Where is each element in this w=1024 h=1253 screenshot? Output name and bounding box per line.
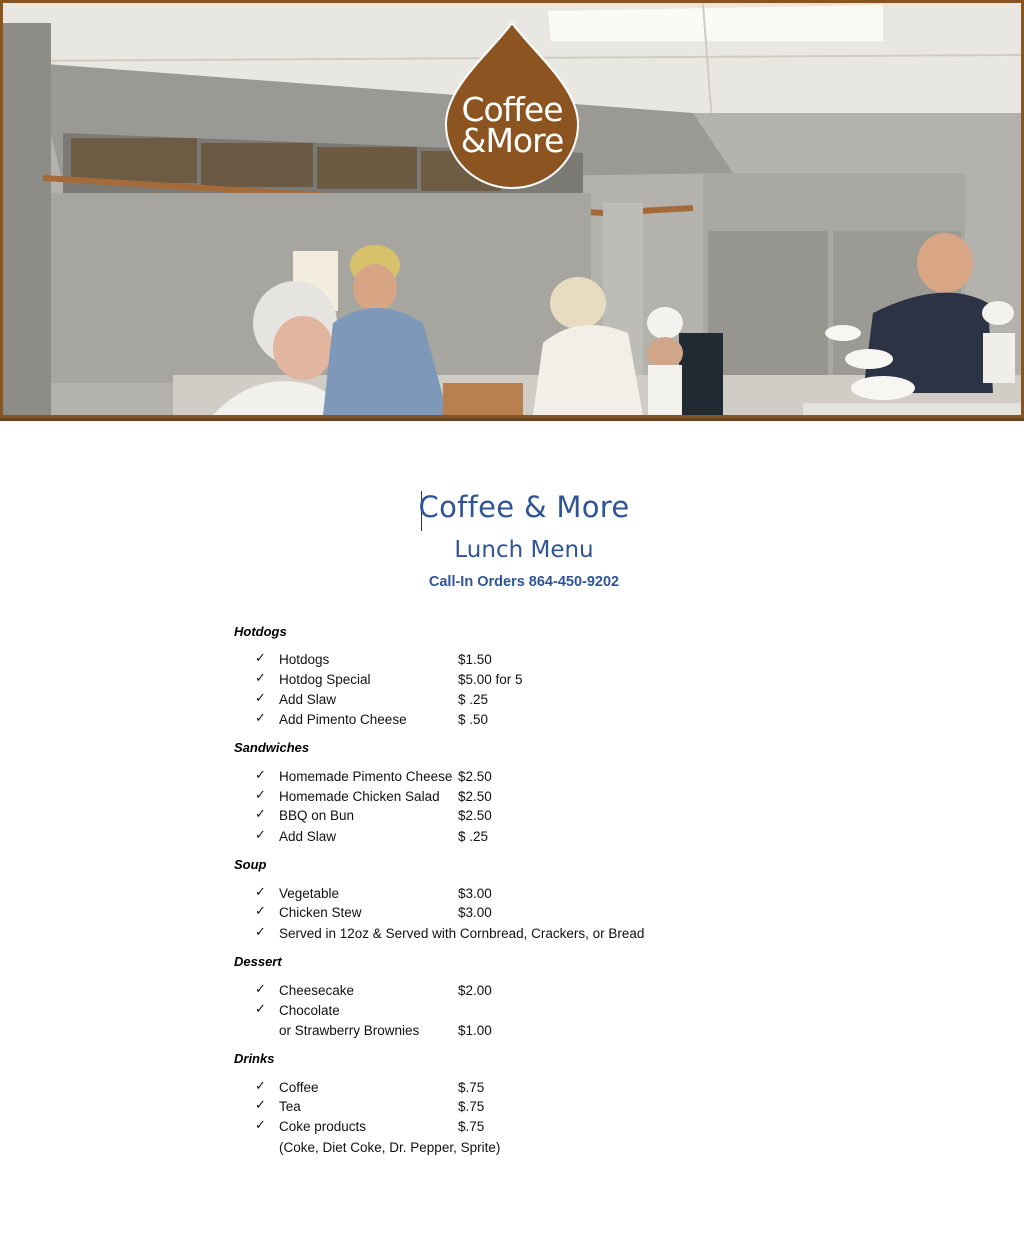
section-heading-drinks: Drinks xyxy=(234,1051,275,1066)
logo-text-and-more: &More xyxy=(460,121,564,160)
checkmark-icon: ✓ xyxy=(255,1079,266,1094)
item-price: $1.50 xyxy=(458,652,492,667)
document-subtitle: Lunch Menu xyxy=(454,537,594,563)
call-in-phone: Call-In Orders 864-450-9202 xyxy=(428,574,620,590)
item-name: Coffee xyxy=(279,1080,319,1095)
checkmark-icon: ✓ xyxy=(255,904,266,919)
checkmark-icon: ✓ xyxy=(255,982,266,997)
checkmark-icon: ✓ xyxy=(255,671,266,686)
item-name: Add Slaw xyxy=(279,692,337,707)
checkmark-icon: ✓ xyxy=(255,691,266,706)
item-name: Cheesecake xyxy=(279,983,355,998)
section-heading-hotdogs: Hotdogs xyxy=(234,624,287,639)
item-price: $1.00 xyxy=(458,1023,492,1038)
checkmark-icon: ✓ xyxy=(255,807,266,822)
item-price: $2.50 xyxy=(458,808,492,823)
coffee-and-more-logo xyxy=(444,20,580,190)
item-price: $.75 xyxy=(458,1080,485,1095)
item-name: Hotdog Special xyxy=(279,672,371,687)
checkmark-icon: ✓ xyxy=(255,1118,266,1133)
item-price: $ .25 xyxy=(458,692,489,707)
section-heading-dessert: Dessert xyxy=(234,954,282,969)
item-name: Chocolate xyxy=(279,1003,340,1018)
item-name: Tea xyxy=(279,1099,301,1114)
item-name: Homemade Chicken Salad xyxy=(279,789,440,804)
item-name: Add Slaw xyxy=(279,829,337,844)
checkmark-icon: ✓ xyxy=(255,711,266,726)
item-price: $2.00 xyxy=(458,983,492,998)
item-name: Add Pimento Cheese xyxy=(279,712,407,727)
document-title: Coffee & More xyxy=(418,490,630,524)
item-name: Chicken Stew xyxy=(279,905,362,920)
item-price: $ .25 xyxy=(458,829,489,844)
item-name: BBQ on Bun xyxy=(279,808,355,823)
item-price: $2.50 xyxy=(458,789,492,804)
item-price: $ .50 xyxy=(458,712,489,727)
section-heading-soup: Soup xyxy=(234,857,267,872)
checkmark-icon: ✓ xyxy=(255,651,266,666)
checkmark-icon: ✓ xyxy=(255,925,266,940)
item-price: $2.50 xyxy=(458,769,492,784)
logo-text-coffee: Coffee xyxy=(461,90,563,129)
item-price: $.75 xyxy=(458,1099,485,1114)
item-name: (Coke, Diet Coke, Dr. Pepper, Sprite) xyxy=(279,1140,501,1155)
section-heading-sandwiches: Sandwiches xyxy=(234,740,310,755)
item-name: or Strawberry Brownies xyxy=(279,1023,420,1038)
item-price: $5.00 for 5 xyxy=(458,672,523,687)
item-name: Hotdogs xyxy=(279,652,330,667)
item-name: Coke products xyxy=(279,1119,367,1134)
item-price: $.75 xyxy=(458,1119,485,1134)
checkmark-icon: ✓ xyxy=(255,885,266,900)
item-name: Served in 12oz & Served with Cornbread, Crackers, or Bread xyxy=(279,926,645,941)
item-name: Homemade Pimento Cheese xyxy=(279,769,453,784)
checkmark-icon: ✓ xyxy=(255,788,266,803)
checkmark-icon: ✓ xyxy=(255,768,266,783)
item-name: Vegetable xyxy=(279,886,340,901)
checkmark-icon: ✓ xyxy=(255,828,266,843)
item-price: $3.00 xyxy=(458,905,492,920)
checkmark-icon: ✓ xyxy=(255,1098,266,1113)
hero-bottom-rule xyxy=(0,418,1024,421)
checkmark-icon: ✓ xyxy=(255,1002,266,1017)
item-price: $3.00 xyxy=(458,886,492,901)
